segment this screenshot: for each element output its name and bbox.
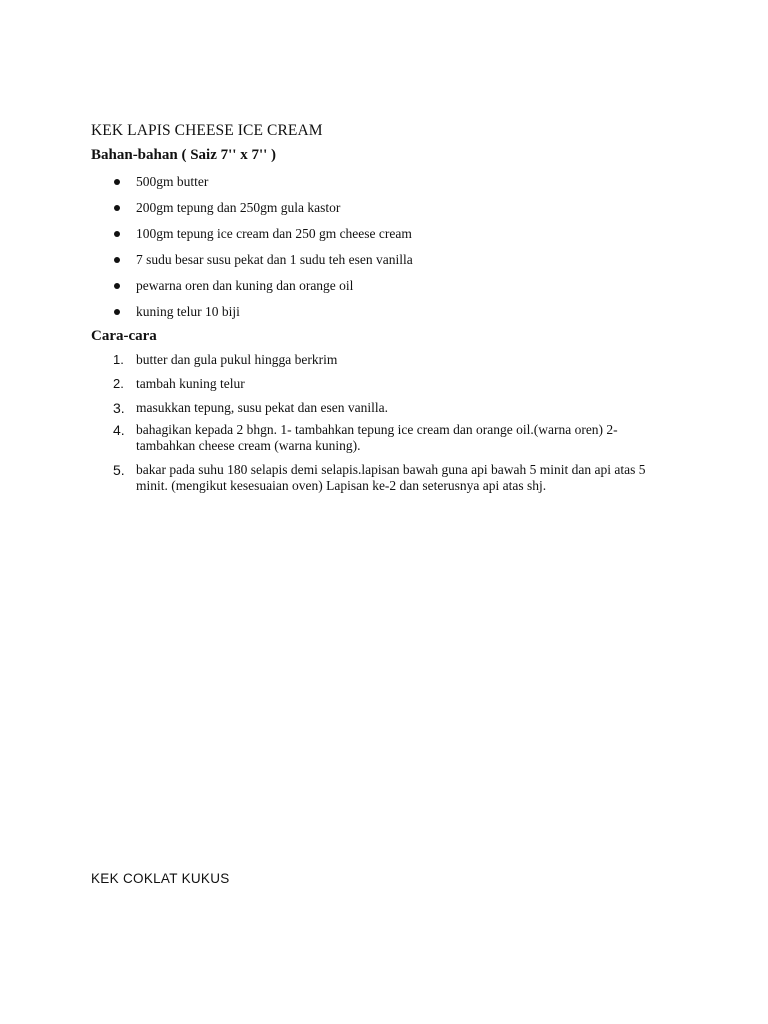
method-steps-list [91,352,691,494]
ingredient-text: 500gm butter [136,174,209,189]
ingredient-text: pewarna oren dan kuning dan orange oil [136,278,354,293]
ingredients-list [91,173,691,329]
next-recipe-title: KEK COKLAT KUKUS [91,871,230,886]
step-number: 1. [113,352,124,367]
step-number: 3. [113,400,125,416]
ingredients-heading: Bahan-bahan ( Saiz 7'' x 7'' ) [91,147,277,163]
ingredient-text: 100gm tepung ice cream dan 250 gm cheese cream [136,226,412,241]
method-step [91,400,691,416]
ingredient-text: kuning telur 10 biji [136,304,240,319]
bullet-icon [114,257,120,263]
step-number: 5. [113,462,125,478]
bullet-icon [114,231,120,237]
bullet-icon [114,309,120,315]
method-heading: Cara-cara [91,328,157,344]
step-text: masukkan tepung, susu pekat dan esen vanilla. [136,400,388,415]
method-step [91,422,691,454]
bullet-icon [114,283,120,289]
ingredient-item [91,225,691,251]
ingredient-text: 7 sudu besar susu pekat dan 1 sudu teh esen vanilla [136,252,413,267]
recipe-title: KEK LAPIS CHEESE ICE CREAM [91,122,323,139]
ingredient-item [91,277,691,303]
method-step [91,376,691,392]
method-step [91,352,691,368]
step-text: bakar pada suhu 180 selapis demi selapis.lapisan bawah guna api bawah 5 minit dan api atas 5 minit. (mengikut kesesuaian oven) Lapisan ke-2 dan seterusnya api atas shj. [136,462,646,493]
step-number: 4. [113,422,125,438]
step-text: butter dan gula pukul hingga berkrim [136,352,338,367]
ingredient-item [91,199,691,225]
step-number: 2. [113,376,124,391]
ingredient-item [91,173,691,199]
ingredient-text: 200gm tepung dan 250gm gula kastor [136,200,341,215]
step-text: bahagikan kepada 2 bhgn. 1- tambahkan tepung ice cream dan orange oil.(warna oren) 2- tambahkan cheese cream (warna kuning). [136,422,618,453]
step-text: tambah kuning telur [136,376,245,391]
bullet-icon [114,205,120,211]
ingredient-item [91,303,691,329]
bullet-icon [114,179,120,185]
method-step [91,462,691,494]
ingredient-item [91,251,691,277]
